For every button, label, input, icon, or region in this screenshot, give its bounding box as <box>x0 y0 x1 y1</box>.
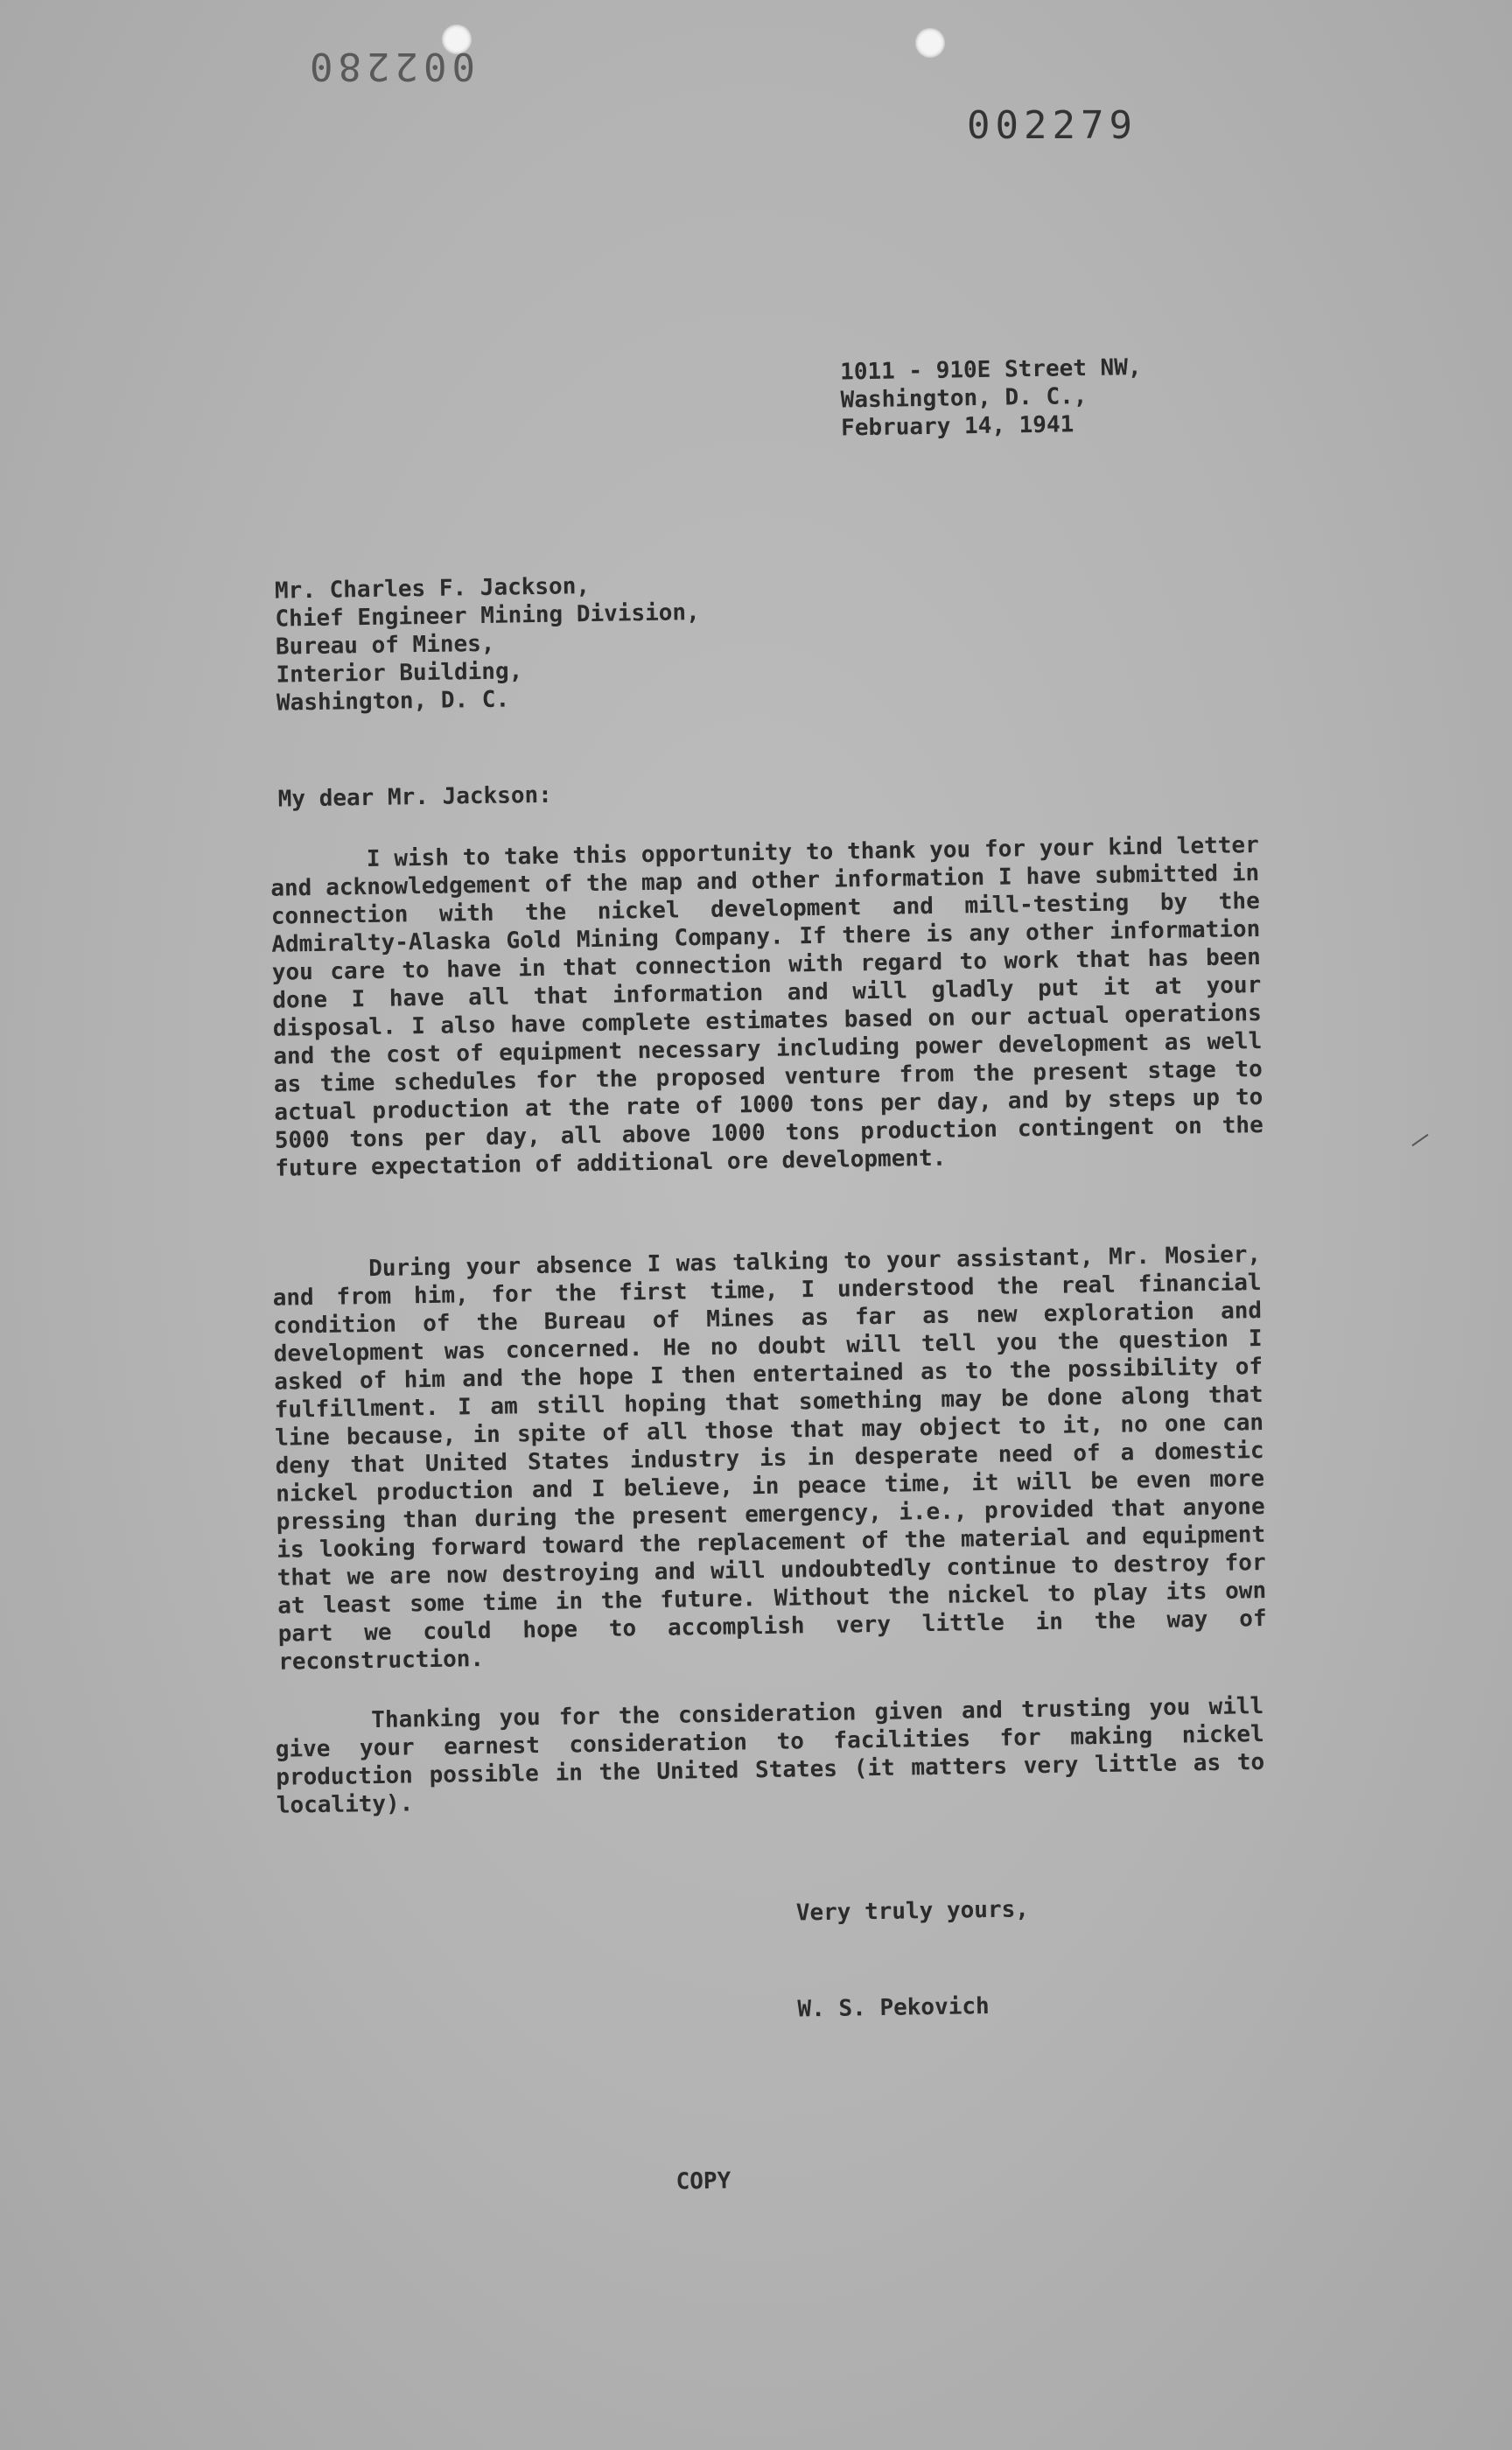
paragraph-text: During your absence I was talking to your assistant, Mr. Mosier, and from him, for the first time, I understood the real financial condition of the Bureau of Mines as far as new exploration and development was concerned. He no doubt will tell you the question I asked of him and the hope I then entertained as to the possibility of fulfillment. I am still hoping that something may be done along that line because, in spite of all those that may object to it, no one can deny that United States industry is in desperate need of a domestic nickel production and I believe, in peace time, it will be even more pressing than during the present emergency, i.e., provided that anyone is looking forward toward the replacement of the material and equipment that we are now destroying and will undoubtedly continue to destroy for at least some time in the future. Without the nickel to play its own part we could hope to accomplish very little in the way of reconstruction. <box>272 1242 1267 1676</box>
salutation: My dear Mr. Jackson: <box>277 781 553 813</box>
paragraph-text: Thanking you for the consideration given and trusting you will give your earnest consideration to facilities for making nickel production possible in the United States (it matters very little as to locality). <box>275 1693 1265 1819</box>
signature: W. S. Pekovich <box>797 1993 990 2023</box>
old-document-number: 002280 <box>304 44 475 88</box>
punch-hole-right <box>915 28 945 58</box>
recipient-line: Mr. Charles F. Jackson, <box>274 573 591 605</box>
recipient-line: Bureau of Mines, <box>275 630 495 661</box>
document-number: 002279 <box>967 103 1138 148</box>
recipient-line: Interior Building, <box>276 658 523 689</box>
recipient-line: Chief Engineer Mining Division, <box>275 599 700 633</box>
closing: Very truly yours, <box>795 1896 1030 1927</box>
sender-address <box>840 352 1243 442</box>
address-line: Washington, D. C., <box>840 383 1088 414</box>
address-line: 1011 - 910E Street NW, <box>839 354 1142 386</box>
copy-mark: COPY <box>676 2167 732 2195</box>
paragraph <box>270 831 1264 1183</box>
paragraph-text: I wish to take this opportunity to thank you for your kind letter and acknowledgement of the map and other information I have submitted in connection with the nickel development and mill-testing by the Admiralty-Alaska Gold Mining Company. If there is any other information you care to have in that connection with regard to work that has been done I have all that information and will gladly put it at your disposal. I also have complete estimates based on our actual operations and the cost of equipment necessary including power development as well as time schedules for the proposed venture from the present stage to actual production at the rate of 1000 tons per day, and by steps up to 5000 tons per day, all above 1000 tons production contingent on the future expectation of additional ore development. <box>270 832 1264 1182</box>
margin-mark <box>1411 1134 1428 1146</box>
letter-body <box>254 352 1267 2195</box>
paragraph <box>275 1692 1265 1820</box>
recipient-block <box>275 568 889 718</box>
letter-date: February 14, 1941 <box>840 411 1074 442</box>
recipient-line: Washington, D. C. <box>276 686 510 717</box>
paragraph <box>272 1241 1267 1676</box>
